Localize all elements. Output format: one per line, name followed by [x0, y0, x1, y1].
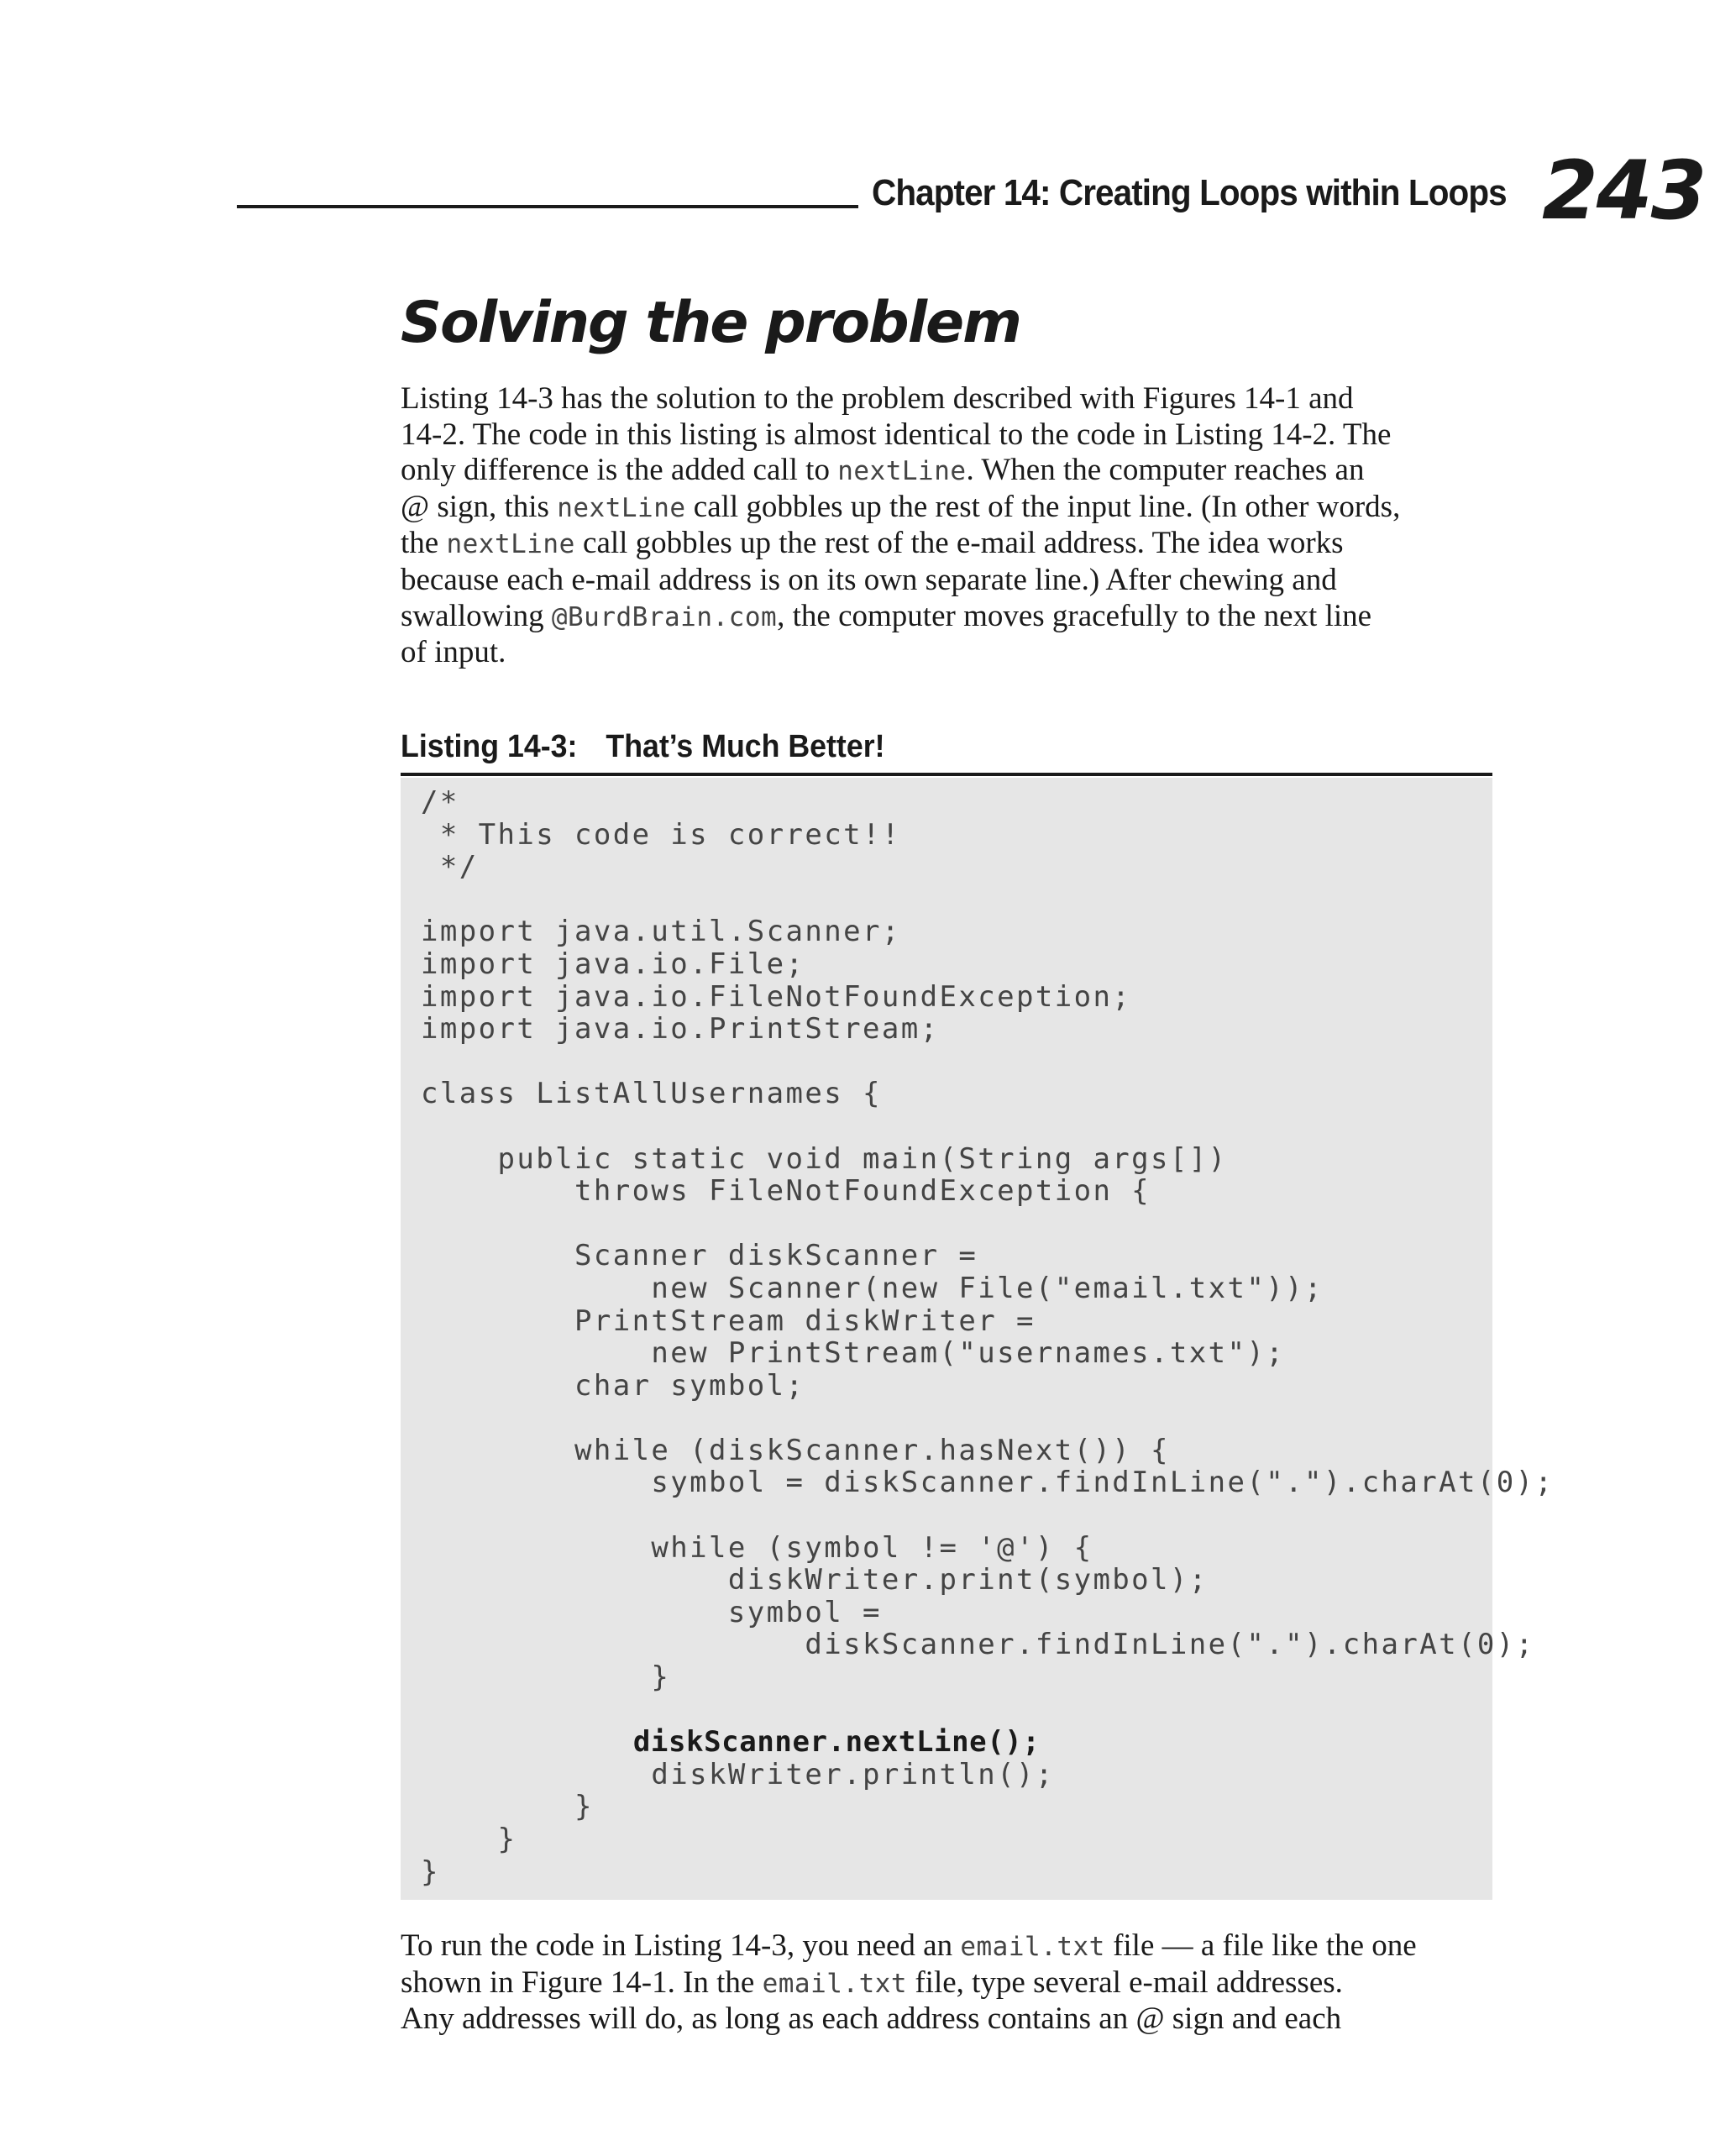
- code-listing-box: [401, 778, 1555, 1900]
- text-run: file, type several e-mail addresses.: [907, 1965, 1343, 2000]
- code-line: diskWriter.print(symbol);: [421, 1563, 1209, 1597]
- code-line: */: [421, 850, 479, 884]
- page-number: 243: [1542, 144, 1706, 238]
- text-run: because each e-mail address is on its own separate line.) After chewing and: [401, 562, 1337, 597]
- followup-line: [401, 2001, 1492, 2038]
- text-run: of input.: [401, 635, 506, 670]
- text-run: call gobbles up the rest of the input line. (In other words,: [685, 489, 1401, 524]
- intro-line: [401, 381, 1492, 417]
- code-line: import java.io.File;: [421, 947, 805, 981]
- code-line: * This code is correct!!: [421, 817, 901, 852]
- code-line-highlighted: diskScanner.nextLine();: [421, 1725, 1041, 1760]
- listing-caption: [401, 724, 884, 769]
- text-run: only difference is the added call to: [401, 453, 838, 488]
- inline-code: @BurdBrain.com: [551, 601, 778, 632]
- inline-code: nextLine: [837, 456, 967, 487]
- intro-line: [401, 563, 1492, 599]
- code-line: [421, 1110, 1554, 1143]
- text-run: @ sign, this: [401, 489, 558, 524]
- code-line: [421, 884, 1554, 916]
- text-run: the: [401, 526, 447, 561]
- listing-title: That’s Much Better!: [606, 729, 885, 764]
- code-line: symbol = diskScanner.findInLine(".").charAt(0);: [421, 1466, 1555, 1500]
- text-run: Any addresses will do, as long as each address contains an @ sign and each: [401, 2001, 1342, 2037]
- code-line: new PrintStream("usernames.txt");: [421, 1336, 1286, 1371]
- code-line: class ListAllUsernames {: [421, 1077, 882, 1111]
- code-line: diskWriter.println();: [421, 1757, 1055, 1791]
- followup-line: [401, 1965, 1492, 2002]
- code-line: import java.io.PrintStream;: [421, 1012, 940, 1047]
- text-run: Listing 14-3 has the solution to the problem described with Figures 14-1 and: [401, 381, 1354, 416]
- intro-line: [401, 635, 1492, 671]
- code-line: }: [421, 1823, 517, 1856]
- code-line: while (symbol != '@') {: [421, 1530, 1093, 1565]
- intro-line: [401, 453, 1492, 490]
- text-run: call gobbles up the rest of the e-mail address. The idea works: [574, 526, 1344, 561]
- inline-code: email.txt: [762, 1968, 908, 1999]
- intro-line: [401, 490, 1492, 527]
- code-line: char symbol;: [421, 1368, 805, 1403]
- code-line: [421, 1499, 1554, 1532]
- header-rule: [237, 205, 858, 208]
- inline-code: email.txt: [960, 1932, 1105, 1962]
- section-heading: Solving the problem: [401, 290, 1020, 356]
- code-line: throws FileNotFoundException {: [421, 1174, 1151, 1209]
- code-line: while (diskScanner.hasNext()) {: [421, 1433, 1170, 1467]
- code-line: import java.util.Scanner;: [421, 915, 901, 949]
- code-line: PrintStream diskWriter =: [421, 1304, 1036, 1338]
- code-line: [421, 1402, 1554, 1435]
- chapter-title: Chapter 14: Creating Loops within Loops: [872, 172, 1507, 213]
- code-line: /*: [421, 785, 459, 819]
- text-run: file — a file like the one: [1104, 1928, 1417, 1963]
- code-line: public static void main(String args[]): [421, 1141, 1228, 1176]
- body-paragraph-intro: [401, 381, 1492, 671]
- intro-line: [401, 417, 1492, 454]
- body-paragraph-followup: [401, 1928, 1492, 2038]
- code-line: }: [421, 1660, 671, 1695]
- code-line: }: [421, 1790, 594, 1824]
- text-run: shown in Figure 14-1. In the: [401, 1965, 763, 2000]
- code-line: [421, 1046, 1554, 1078]
- text-run: swallowing: [401, 598, 552, 633]
- code-listing: [421, 786, 1554, 1888]
- followup-line: [401, 1928, 1492, 1965]
- code-line: }: [421, 1854, 440, 1889]
- intro-line: [401, 599, 1492, 636]
- inline-code: nextLine: [446, 529, 575, 560]
- listing-rule: [401, 773, 1492, 776]
- code-line: [421, 1208, 1554, 1241]
- code-line: diskScanner.findInLine(".").charAt(0);: [421, 1628, 1535, 1662]
- intro-line: [401, 526, 1492, 563]
- code-line: new Scanner(new File("email.txt"));: [421, 1271, 1324, 1305]
- code-line: symbol =: [421, 1595, 882, 1629]
- text-run: To run the code in Listing 14-3, you need an: [401, 1928, 961, 1963]
- text-run: 14-2. The code in this listing is almost identical to the code in Listing 14-2. The: [401, 417, 1392, 452]
- listing-label: Listing 14-3:: [401, 729, 578, 764]
- code-line: Scanner diskScanner =: [421, 1239, 978, 1273]
- inline-code: nextLine: [557, 492, 686, 523]
- text-run: , the computer moves gracefully to the next line: [777, 598, 1372, 633]
- code-line: [421, 1694, 1554, 1727]
- code-line: import java.io.FileNotFoundException;: [421, 979, 1132, 1014]
- text-run: . When the computer reaches an: [966, 453, 1365, 488]
